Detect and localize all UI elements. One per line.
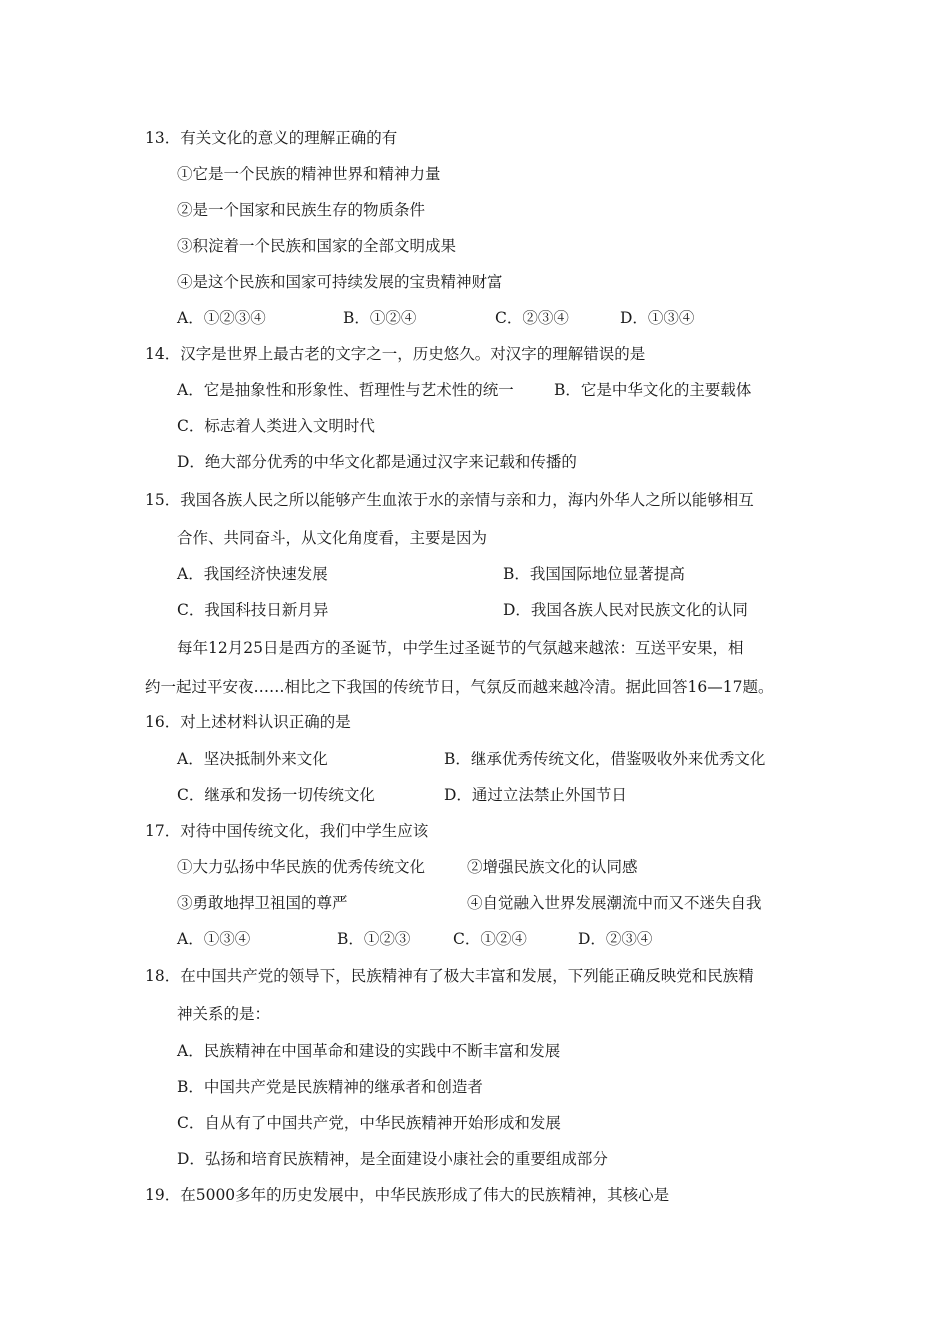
question-16-option-c: C．继承和发扬一切传统文化: [177, 786, 375, 804]
question-15-option-d: D．我国各族人民对民族文化的认同: [503, 601, 748, 619]
question-16-option-b: B．继承优秀传统文化，借鉴吸收外来优秀文化: [444, 750, 766, 768]
question-16-option-a: A．坚决抵制外来文化: [177, 750, 328, 768]
question-17-stem: 17．对待中国传统文化，我们中学生应该: [145, 822, 429, 840]
question-13-option-d: D．①③④: [620, 309, 695, 327]
question-16-option-d: D．通过立法禁止外国节日: [444, 786, 627, 804]
material-line-1: 每年12月25日是西方的圣诞节，中学生过圣诞节的气氛越来越浓：互送平安果，相: [177, 639, 744, 657]
question-14-option-c: C．标志着人类进入文明时代: [177, 417, 375, 435]
question-17-statement-3: ③勇敢地捍卫祖国的尊严: [177, 894, 348, 912]
question-18-option-d: D．弘扬和培育民族精神，是全面建设小康社会的重要组成部分: [177, 1150, 608, 1168]
question-18-stem-line-2: 神关系的是：: [177, 1005, 271, 1023]
question-14-option-b: B．它是中华文化的主要载体: [554, 381, 752, 399]
question-17-option-d: D．②③④: [578, 930, 653, 948]
question-17-statement-1: ①大力弘扬中华民族的优秀传统文化: [177, 858, 426, 876]
question-14-stem: 14．汉字是世界上最古老的文字之一，历史悠久。对汉字的理解错误的是: [145, 345, 646, 363]
question-17-option-a: A．①③④: [177, 930, 251, 948]
question-13-statement-2: ②是一个国家和民族生存的物质条件: [177, 201, 426, 219]
question-15-stem-line-2: 合作、共同奋斗，从文化角度看，主要是因为: [177, 529, 488, 547]
question-14-option-a: A．它是抽象性和形象性、哲理性与艺术性的统一: [177, 381, 514, 399]
question-13-statement-4: ④是这个民族和国家可持续发展的宝贵精神财富: [177, 273, 503, 291]
question-18-option-b: B．中国共产党是民族精神的继承者和创造者: [177, 1078, 483, 1096]
question-15-option-a: A．我国经济快速发展: [177, 565, 328, 583]
question-13-option-c: C．②③④: [495, 309, 569, 327]
question-19-stem: 19．在5000多年的历史发展中，中华民族形成了伟大的民族精神，其核心是: [145, 1186, 670, 1204]
question-18-option-a: A．民族精神在中国革命和建设的实践中不断丰富和发展: [177, 1042, 561, 1060]
question-14-option-d: D．绝大部分优秀的中华文化都是通过汉字来记载和传播的: [177, 453, 577, 471]
question-15-stem-line-1: 15．我国各族人民之所以能够产生血浓于水的亲情与亲和力，海内外华人之所以能够相互: [145, 491, 754, 509]
question-13-stem: 13．有关文化的意义的理解正确的有: [145, 129, 398, 147]
question-16-stem: 16．对上述材料认识正确的是: [145, 713, 351, 731]
question-17-option-c: C．①②④: [453, 930, 527, 948]
question-18-option-c: C．自从有了中国共产党，中华民族精神开始形成和发展: [177, 1114, 561, 1132]
material-line-2: 约一起过平安夜……相比之下我国的传统节日，气氛反而越来越冷清。据此回答16—17题。: [145, 678, 774, 696]
question-13-statement-3: ③积淀着一个民族和国家的全部文明成果: [177, 237, 457, 255]
question-17-statement-4: ④自觉融入世界发展潮流中而又不迷失自我: [467, 894, 762, 912]
question-18-stem-line-1: 18．在中国共产党的领导下，民族精神有了极大丰富和发展，下列能正确反映党和民族精: [145, 967, 754, 985]
question-15-option-c: C．我国科技日新月异: [177, 601, 329, 619]
question-13-statement-1: ①它是一个民族的精神世界和精神力量: [177, 165, 441, 183]
question-17-option-b: B．①②③: [337, 930, 411, 948]
question-13-option-b: B．①②④: [343, 309, 417, 327]
question-15-option-b: B．我国国际地位显著提高: [503, 565, 685, 583]
question-17-statement-2: ②增强民族文化的认同感: [467, 858, 638, 876]
question-13-option-a: A．①②③④: [177, 309, 266, 327]
